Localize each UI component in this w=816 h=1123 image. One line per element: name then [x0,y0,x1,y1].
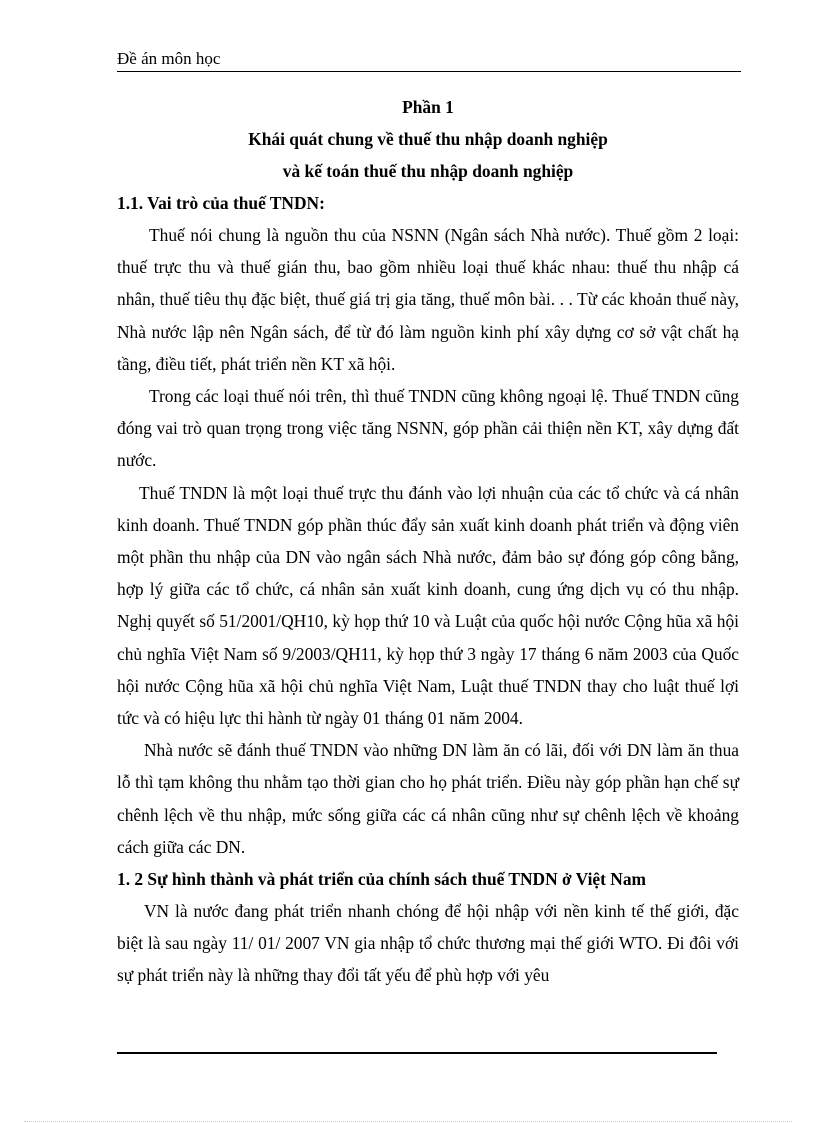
section-1-2-paragraph-1: VN là nước đang phát triển nhanh chóng để hội nhập với nền kinh tế thế giới, đặc biệt là sau ngày 11/ 01/ 2007 VN gia nhập tổ chức thương mại thế giới WTO. Đi đôi với sự phát triển này là những thay đổi tất yếu để phù hợp với yêu [117,901,739,986]
page-bottom-edge [24,1121,792,1122]
document-body [117,91,739,992]
part-title-line-1: Khái quát chung về thuế thu nhập doanh nghiệp [248,129,608,149]
part-label: Phần 1 [402,97,454,117]
section-1-1-paragraph-1: Thuế nói chung là nguồn thu của NSNN (Ngân sách Nhà nước). Thuế gồm 2 loại: thuế trực thu và thuế gián thu, bao gồm nhiều loại thuế khác nhau: thuế thu nhập cá nhân, thuế tiêu thụ đặc biệt, thuế giá trị gia tăng, thuế môn bài. . . Từ các khoản thuế này, Nhà nước lập nên Ngân sách, để từ đó làm nguồn kinh phí xây dựng cơ sở vật chất hạ tầng, điều tiết, phát triển nền KT xã hội. [117,225,739,374]
header-rule [117,71,741,72]
page-header-title: Đề án môn học [117,49,221,68]
section-1-1-paragraph-3: Thuế TNDN là một loại thuế trực thu đánh vào lợi nhuận của các tổ chức và cá nhân kinh doanh. Thuế TNDN góp phần thúc đẩy sản xuất kinh doanh phát triển và động viên một phần thu nhập của DN vào ngân sách Nhà nước, đảm bảo sự đóng góp công bằng, hợp lý giữa các tổ chức, cá nhân sản xuất kinh doanh, cung ứng dịch vụ có thu nhập. Nghị quyết số 51/2001/QH10, kỳ họp thứ 10 và Luật của quốc hội nước Cộng hũa xã hội chủ nghĩa Việt Nam số 9/2003/QH11, kỳ họp thứ 3 ngày 17 tháng 6 năm 2003 của Quốc hội nước Cộng hũa xã hội chủ nghĩa Việt Nam, Luật thuế TNDN thay cho luật thuế lợi tức và có hiệu lực thi hành từ ngày 01 tháng 01 năm 2004. [117,482,739,729]
section-1-1-heading: 1.1. Vai trò của thuế TNDN: [117,193,325,213]
part-title-line-2: và kế toán thuế thu nhập doanh nghiệp [282,161,574,181]
footer-rule [117,1052,717,1054]
section-1-1-paragraph-4: Nhà nước sẽ đánh thuế TNDN vào những DN làm ăn có lãi, đối với DN làm ăn thua lỗ thì tạm không thu nhằm tạo thời gian cho họ phát triển. Điều này góp phần hạn chế sự chênh lệch về thu nhập, mức sống giữa các cá nhân cũng như sự chênh lệch về khoảng cách giữa các DN. [117,740,739,857]
section-1-2-heading: 1. 2 Sự hình thành và phát triển của chính sách thuế TNDN ở Việt Nam [117,869,646,890]
section-1-1-paragraph-2: Trong các loại thuế nói trên, thì thuế TNDN cũng không ngoại lệ. Thuế TNDN cũng đóng vai trò quan trọng trong việc tăng NSNN, góp phần cải thiện nền KT, xây dựng đất nước. [117,386,739,471]
